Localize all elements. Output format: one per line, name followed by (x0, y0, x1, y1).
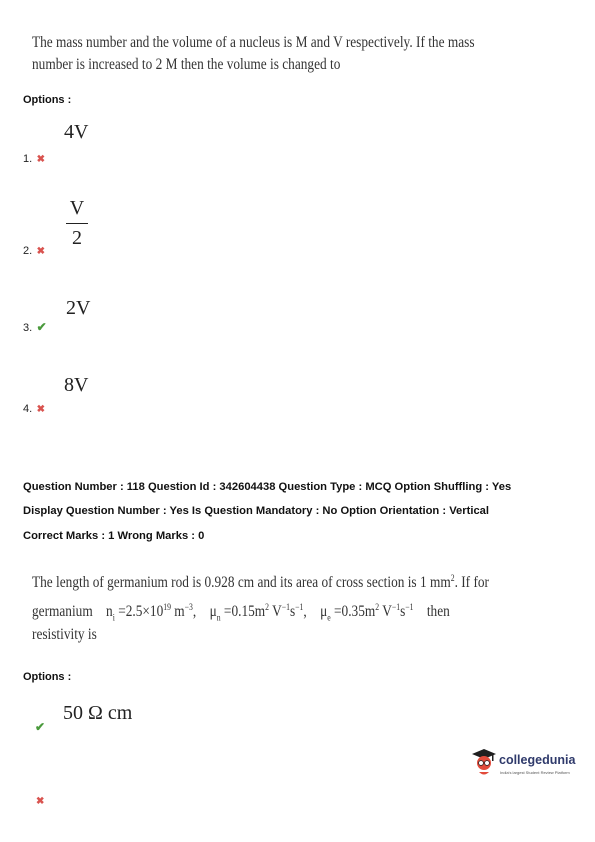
question-1-line-2: number is increased to 2 M then the volume is changed to (32, 56, 341, 73)
option-3-number: 3. (23, 322, 33, 334)
mun-v: V (269, 603, 282, 621)
option-4-marker (23, 399, 45, 417)
option-1-number: 1. (23, 153, 33, 165)
cross-icon: ✖ (36, 404, 46, 415)
mue-v-exponent: −1 (391, 602, 401, 612)
option-1-marker (23, 149, 45, 167)
question-1-line-1: The mass number and the volume of a nucleus is M and V respectively. If the mass (32, 34, 475, 51)
mun-subscript: n (216, 612, 221, 623)
question-2-meta-line-2: Display Question Number : Yes Is Question Mandatory : No Option Orientation : Vertical (23, 505, 490, 517)
option-3-value: 2V (66, 297, 91, 319)
question-2-line-1 (32, 567, 489, 594)
option-2-fraction (66, 197, 88, 250)
question-2-meta-line-1: Question Number : 118 Question Id : 342604438 Question Type : MCQ Option Shuffling : Yes (23, 481, 512, 493)
mue-value: =0.35m (330, 603, 376, 621)
mun-value: =0.15m (220, 603, 266, 621)
option-1-value: 4V (64, 121, 89, 143)
ni-subscript: i (112, 612, 115, 623)
cross-icon: ✖ (36, 796, 45, 807)
question-2-line-1-end: . If for (454, 574, 489, 592)
mue-v: V (379, 603, 392, 621)
options-label: Options : (23, 94, 72, 106)
question-2-meta-line-3: Correct Marks : 1 Wrong Marks : 0 (23, 530, 205, 542)
mue-m-exponent: 2 (375, 602, 380, 612)
question-2-line-3: resistivity is (32, 626, 97, 643)
option-2-numerator: V (69, 197, 85, 219)
ni-unit: m (170, 603, 185, 621)
mue-s: s (400, 603, 406, 621)
q2-option-1-value: 50 Ω cm (63, 702, 133, 724)
ni-exponent: 19 (163, 602, 171, 612)
option-2-denominator: 2 (72, 227, 82, 249)
mun-v-exponent: −1 (281, 602, 290, 612)
option-4-number: 4. (23, 403, 33, 415)
ni-symbol: n (106, 603, 113, 621)
fraction-bar (66, 223, 88, 224)
check-icon: ✔ (36, 320, 47, 334)
option-3-marker (23, 318, 47, 336)
mun-m-exponent: 2 (265, 602, 270, 612)
mun-s: s (289, 603, 296, 621)
cross-icon: ✖ (36, 154, 46, 165)
area-exponent: 2 (450, 573, 455, 583)
question-2-line-2: germanium $n_i =2.5\times 10^{19}$ $m^{-3}$, $\mu_n =0.15m^2$ $V^{-1}s^{-1}$, $\mu_e =0.35m^2$ $V^{-1}s^{-1}$ then (32, 602, 450, 623)
ni-value: =2.5×10 (114, 603, 164, 621)
logo-name: collegedunia (499, 753, 576, 767)
mun-symbol: μ (209, 603, 217, 621)
collegedunia-logo (470, 746, 590, 782)
question-2-line-1-text: The length of germanium rod is 0.928 cm and its area of cross section is 1 mm (32, 574, 451, 592)
mue-subscript: e (327, 612, 331, 623)
option-2-number: 2. (23, 245, 33, 257)
check-icon: ✔ (35, 720, 46, 734)
ni-unit-exponent: −3 (184, 602, 193, 612)
mun-s-exponent: −1 (295, 602, 304, 612)
mue-s-exponent: −1 (405, 602, 414, 612)
option-2-marker (23, 241, 45, 259)
mue-symbol: μ (320, 603, 328, 621)
graduate-mascot-icon (470, 746, 498, 778)
options-label-2: Options : (23, 671, 72, 683)
cross-icon: ✖ (36, 246, 46, 257)
germanium-word: germanium (32, 603, 93, 621)
logo-tagline: India's largest Student Review Platform (500, 770, 570, 775)
option-4-value: 8V (64, 374, 89, 396)
then-word: then (426, 603, 450, 621)
